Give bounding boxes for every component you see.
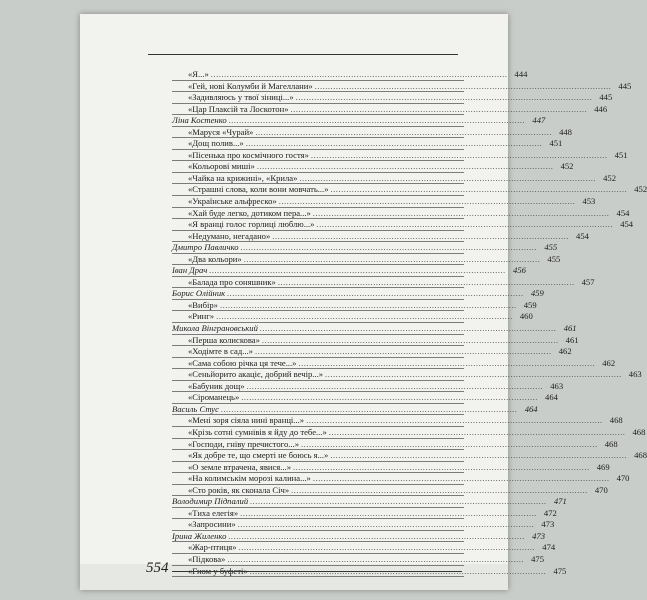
- entry-title: «Недумано, негадано»: [188, 230, 271, 241]
- entry-page: 444: [514, 69, 528, 79]
- entry-title: «Господи, гніву пречистого...»: [188, 438, 299, 449]
- toc-poem-entry: [172, 450, 647, 462]
- entry-title: Василь Стус: [172, 403, 219, 414]
- entry-page: 472: [543, 507, 557, 518]
- toc-poem-entry: [172, 380, 564, 393]
- entry-title: «Кольорові миші»: [188, 161, 255, 172]
- toc-poem-entry: [172, 507, 557, 520]
- entry-page: 462: [602, 357, 616, 368]
- dot-leader: [298, 358, 595, 370]
- entry-title: Микола Вінграновський: [172, 323, 258, 334]
- dot-leader: [220, 300, 517, 312]
- toc-poem-entry: [172, 207, 630, 220]
- dot-leader: [278, 277, 575, 289]
- toc-poem-entry: [172, 553, 544, 566]
- entry-page: 468: [632, 426, 646, 437]
- toc-author-entry: [172, 530, 545, 543]
- entry-title: «Як добре те, що смерті не боюсь я...»: [188, 450, 329, 461]
- toc-poem-entry: [172, 196, 596, 208]
- toc-poem-entry: [172, 369, 642, 381]
- entry-page: 454: [616, 207, 630, 218]
- dot-leader: [272, 231, 569, 243]
- dot-leader: [209, 265, 506, 277]
- entry-title: «Я вранці голос горлиці люблю...»: [188, 219, 315, 230]
- entry-page: 470: [616, 473, 630, 484]
- entry-title: «О земле втрачена, явися...»: [188, 461, 291, 472]
- toc-poem-entry: [172, 103, 608, 116]
- toc-poem-entry: [172, 126, 572, 139]
- toc-poem-entry: [172, 334, 579, 347]
- entry-page: 454: [576, 230, 589, 241]
- entry-title: «Ходімте в сад...»: [188, 346, 253, 357]
- toc-author-entry: [172, 288, 544, 300]
- dot-leader: [262, 335, 559, 347]
- dot-leader: [216, 311, 513, 323]
- entry-page: 452: [560, 161, 574, 172]
- entry-title: «На колимськім морозі калина...»: [188, 473, 311, 484]
- entry-title: «Вибір»: [188, 299, 218, 310]
- dot-leader: [260, 323, 557, 335]
- entry-page: 455: [547, 253, 561, 264]
- entry-page: 451: [614, 149, 628, 160]
- entry-page: 463: [628, 369, 642, 380]
- dot-leader: [241, 242, 538, 254]
- entry-page: 461: [565, 334, 579, 345]
- entry-page: 456: [513, 265, 526, 276]
- entry-title: «Українське альфреско»: [188, 196, 277, 207]
- entry-title: «Тиха елегія»: [188, 507, 239, 518]
- dot-leader: [227, 288, 524, 300]
- entry-title: «Мені зоря сіяла нині вранці...»: [188, 415, 305, 426]
- entry-page: 452: [603, 172, 617, 183]
- dot-leader: [255, 346, 552, 358]
- dot-leader: [221, 404, 518, 416]
- entry-title: «Підкова»: [188, 553, 226, 564]
- entry-title: «Сеньйорито акаціє, добрий вечір...»: [188, 369, 324, 380]
- toc-author-entry: [172, 403, 538, 416]
- entry-page: 470: [594, 484, 608, 495]
- dot-leader: [330, 450, 627, 462]
- entry-page: 451: [549, 138, 563, 149]
- entry-page: 475: [553, 565, 567, 576]
- dot-leader: [313, 208, 610, 220]
- toc-poem-entry: [172, 69, 528, 81]
- toc-poem-entry: [172, 219, 634, 231]
- entry-title: «Сама собою річка ця тече...»: [188, 357, 297, 368]
- toc-author-entry: [172, 242, 558, 254]
- toc-poem-entry: [172, 484, 608, 497]
- entry-title: «Сто років, як сконала Січ»: [188, 484, 290, 495]
- entry-title: Ірина Жиленко: [172, 530, 227, 541]
- entry-title: «Дощ полив...»: [188, 138, 244, 149]
- toc-poem-entry: [172, 161, 574, 173]
- dot-leader: [306, 415, 603, 427]
- toc-poem-entry: [172, 230, 589, 243]
- bottom-rule: [172, 571, 462, 572]
- entry-title: «Страшні слова, коли вони мовчать...»: [188, 184, 329, 195]
- dot-leader: [316, 219, 613, 231]
- toc-poem-entry: [172, 392, 558, 404]
- entry-title: «Жар-птиця»: [188, 542, 237, 553]
- toc-author-entry: [172, 323, 577, 335]
- entry-page: 460: [519, 311, 533, 322]
- toc-poem-entry: [172, 276, 595, 289]
- entry-page: 447: [532, 115, 546, 126]
- dot-leader: [247, 381, 544, 393]
- toc-poem-entry: [172, 172, 617, 185]
- dot-leader: [311, 150, 608, 162]
- dot-leader: [329, 427, 626, 439]
- entry-title: «Цар Плаксій та Лоскотон»: [188, 103, 289, 114]
- entry-title: «Хай буде легко, дотиком пера...»: [188, 207, 311, 218]
- entry-title: «Гей, нові Колумби й Магеллани»: [188, 80, 313, 91]
- entry-page: 473: [541, 519, 555, 530]
- entry-page: 459: [530, 288, 544, 299]
- dot-leader: [291, 104, 588, 116]
- entry-title: Ліна Костенко: [172, 115, 227, 126]
- entry-page: 459: [523, 299, 537, 310]
- dot-leader: [241, 392, 538, 404]
- entry-page: 446: [594, 103, 608, 114]
- toc-poem-entry: [172, 299, 537, 312]
- dot-leader: [279, 196, 576, 208]
- dot-leader: [301, 439, 598, 451]
- top-rule: [148, 54, 458, 55]
- dot-leader: [325, 369, 622, 381]
- entry-title: Дмитро Павличко: [172, 242, 239, 253]
- dot-leader: [244, 254, 541, 266]
- entry-page: 457: [581, 276, 595, 287]
- entry-page: 455: [544, 242, 558, 253]
- entry-title: Борис Олійник: [172, 288, 226, 299]
- entry-page: 469: [596, 461, 610, 472]
- dot-leader: [229, 115, 526, 127]
- page-number: 554: [146, 560, 169, 576]
- entry-title: Володимир Підпалий: [172, 496, 249, 507]
- dot-leader: [239, 542, 536, 554]
- toc-author-entry: [172, 265, 526, 277]
- dot-leader: [257, 161, 554, 173]
- entry-title: «Задивляюсь у твої зіниці...»: [188, 92, 294, 103]
- entry-page: 468: [604, 438, 618, 449]
- entry-title: Іван Драч: [172, 265, 208, 276]
- dot-leader: [293, 462, 590, 474]
- entry-page: 471: [553, 496, 567, 507]
- toc-poem-entry: [172, 438, 618, 451]
- entry-page: 468: [634, 450, 647, 461]
- entry-title: «Крізь сотні сумнівів я йду до тебе...»: [188, 426, 327, 437]
- dot-leader: [255, 127, 552, 139]
- dot-leader: [331, 184, 628, 196]
- entry-title: «Бабуник дощ»: [188, 380, 245, 391]
- entry-page: 445: [618, 80, 632, 91]
- toc-poem-entry: [172, 357, 616, 370]
- toc-poem-entry: [172, 253, 561, 266]
- entry-title: «Гном у буфеті»: [188, 565, 248, 576]
- entry-page: 452: [634, 184, 647, 195]
- dot-leader: [291, 485, 588, 497]
- entry-title: «Перша колискова»: [188, 334, 260, 345]
- entry-title: «Два кольори»: [188, 253, 242, 264]
- toc-poem-entry: [172, 473, 630, 485]
- dot-leader: [238, 519, 535, 531]
- book-page: [80, 14, 647, 590]
- toc-author-entry: [172, 115, 546, 127]
- entry-page: 464: [524, 403, 538, 414]
- dot-leader: [227, 554, 524, 566]
- dot-leader: [315, 81, 612, 93]
- toc-author-entry: [172, 496, 567, 508]
- dot-leader: [250, 496, 547, 508]
- entry-page: 461: [563, 323, 577, 334]
- entry-page: 445: [599, 92, 613, 103]
- dot-leader: [240, 508, 537, 520]
- entry-title: «Маруся «Чурай»: [188, 126, 254, 137]
- entry-page: 463: [550, 380, 564, 391]
- dot-leader: [246, 138, 543, 150]
- toc-poem-entry: [172, 542, 556, 554]
- entry-page: 448: [559, 126, 572, 137]
- toc-poem-entry: [172, 426, 646, 439]
- toc-poem-entry: [172, 92, 613, 104]
- entry-title: «Сіроманець»: [188, 392, 240, 403]
- toc-poem-entry: [172, 461, 610, 474]
- entry-title: «Пісенька про космічного гостя»: [188, 149, 309, 160]
- toc-poem-entry: [172, 415, 623, 427]
- entry-title: «Чайка на крижині», «Крила»: [188, 172, 298, 183]
- dot-leader: [299, 173, 596, 185]
- entry-page: 462: [558, 346, 572, 357]
- entry-page: 474: [542, 542, 556, 553]
- entry-title: «Ринг»: [188, 311, 215, 322]
- toc-poem-entry: [172, 149, 628, 162]
- dot-leader: [211, 69, 508, 81]
- toc-poem-entry: [172, 184, 647, 196]
- entry-page: 475: [531, 553, 544, 564]
- entry-title: «Балада про соняшник»: [188, 276, 276, 287]
- toc-poem-entry: [172, 80, 632, 93]
- entry-page: 453: [582, 196, 596, 207]
- table-of-contents: [172, 69, 647, 577]
- entry-page: 464: [545, 392, 558, 403]
- toc-poem-entry: [172, 519, 555, 531]
- entry-title: «Запросини»: [188, 519, 236, 530]
- dot-leader: [296, 92, 593, 104]
- entry-page: 473: [532, 530, 545, 541]
- toc-poem-entry: [172, 138, 563, 150]
- dot-leader: [313, 473, 610, 485]
- toc-poem-entry: [172, 346, 572, 358]
- dot-leader: [228, 531, 525, 543]
- entry-title: «Я...»: [188, 69, 209, 79]
- entry-page: 454: [620, 219, 634, 230]
- toc-poem-entry: [172, 311, 533, 323]
- entry-page: 468: [609, 415, 623, 426]
